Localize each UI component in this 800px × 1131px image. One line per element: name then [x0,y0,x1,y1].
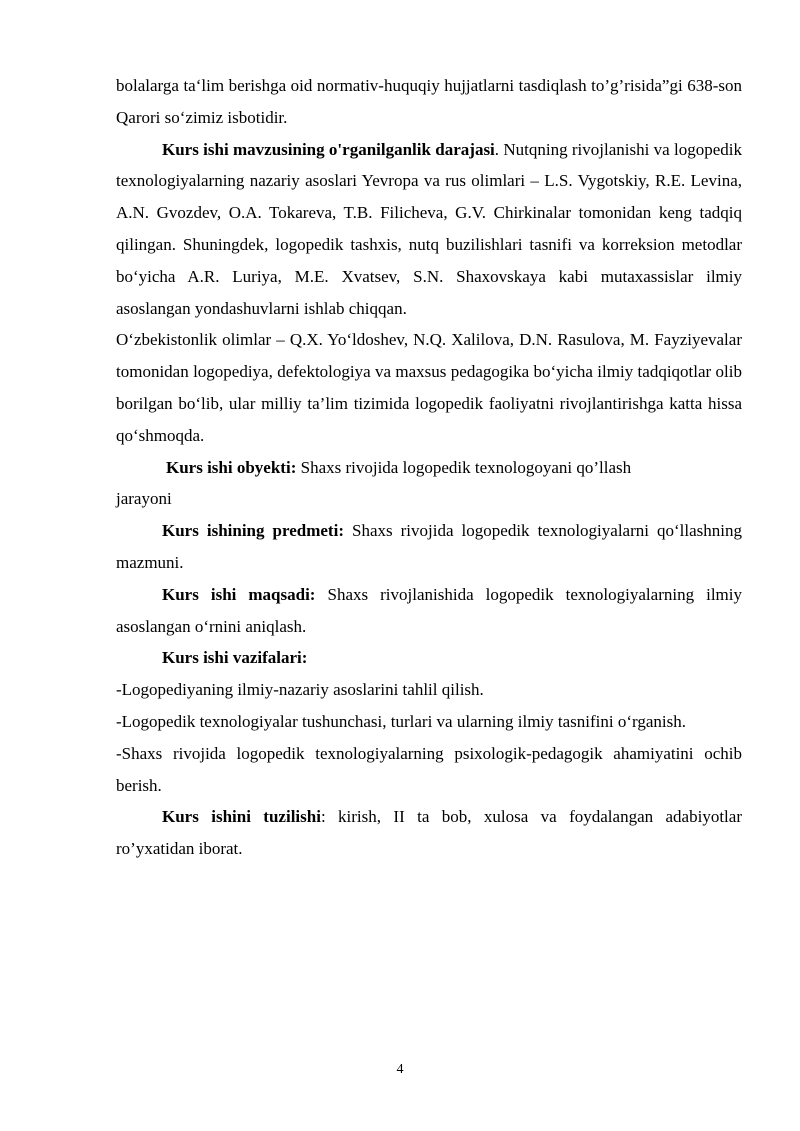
goal-text: Shaxs rivojlanishida logopedik texnologiyalarning ilmiy asoslangan o‘rnini aniqlash. [116,584,742,636]
heading-tasks: Kurs ishi vazifalari: [162,648,308,668]
paragraph-uzbek-scholars: O‘zbekistonlik olimlar – Q.X. Yo‘ldoshev, N.Q. Xalilova, D.N. Rasulova, M. Fayziyevalar tomonidan logopediya, defektologiya va maxsus pedagogika bo‘yicha ilmiy tadqiqotlar olib borilgan bo‘lib, ular milliy ta’lim tizimida logopedik faoliyatni rivojlantirishga katta hissa qo‘shmoqda. [116,330,742,445]
heading-goal: Kurs ishi maqsadi: [162,584,316,604]
paragraph-study-level [116,134,742,325]
study-level-text: . Nutqning rivojlanishi va logopedik texnologiyalarning nazariy asoslari Yevropa va rus olimlari – L.S. Vygotskiy, R.E. Levina, A.N. Gvozdev, O.A. Tokareva, T.B. Filicheva, G.V. Chirkinalar tomonidan keng tadqiq qilingan. Shuningdek, logopedik tashxis, nutq buzilishlari tasnifi va korreksion metodlar bo‘yicha A.R. Luriya, M.E. Xvatsev, S.N. Shaxovskaya kabi mutaxassislar ilmiy asoslangan yondashuvlarni ishlab chiqqan. [116,139,742,318]
paragraph-tasks-heading [116,642,742,674]
paragraph-goal [116,579,742,643]
heading-study-level: Kurs ishi mavzusining o'rganilganlik darajasi [162,139,495,159]
task-item-2: -Logopedik texnologiyalar tushunchasi, turlari va ularning ilmiy tasnifini o‘rganish. [116,711,687,731]
object-text-line2: jarayoni [116,489,172,509]
task-item-1: -Logopediyaning ilmiy-nazariy asoslarini tahlil qilish. [116,680,484,700]
task-item-3: -Shaxs rivojida logopedik texnologiyalarning psixologik-pedagogik ahamiyatini ochib berish. [116,743,742,795]
structure-text: : kirish, II ta bob, xulosa va foydalangan adabiyotlar ro’yxatidan iborat. [116,807,742,859]
subject-text: Shaxs rivojida logopedik texnologiyalarni qo‘llashning mazmuni. [116,521,742,572]
page-number: 4 [396,1062,404,1077]
paragraph-intro: bolalarga ta‘lim berishga oid normativ-huquqiy hujjatlarni tasdiqlash to’g’risida”gi 638-son Qarori so‘zimiz isbotidir. [116,76,742,127]
paragraph-object [116,452,742,484]
heading-object: Kurs ishi obyekti: [166,457,297,477]
object-text: Shaxs rivojida logopedik texnologoyani qo’llash [296,457,632,477]
heading-subject: Kurs ishining predmeti: [162,521,344,541]
paragraph-structure [116,801,742,865]
body-text [116,70,742,865]
paragraph-subject [116,515,742,579]
heading-structure: Kurs ishini tuzilishi [162,807,321,827]
